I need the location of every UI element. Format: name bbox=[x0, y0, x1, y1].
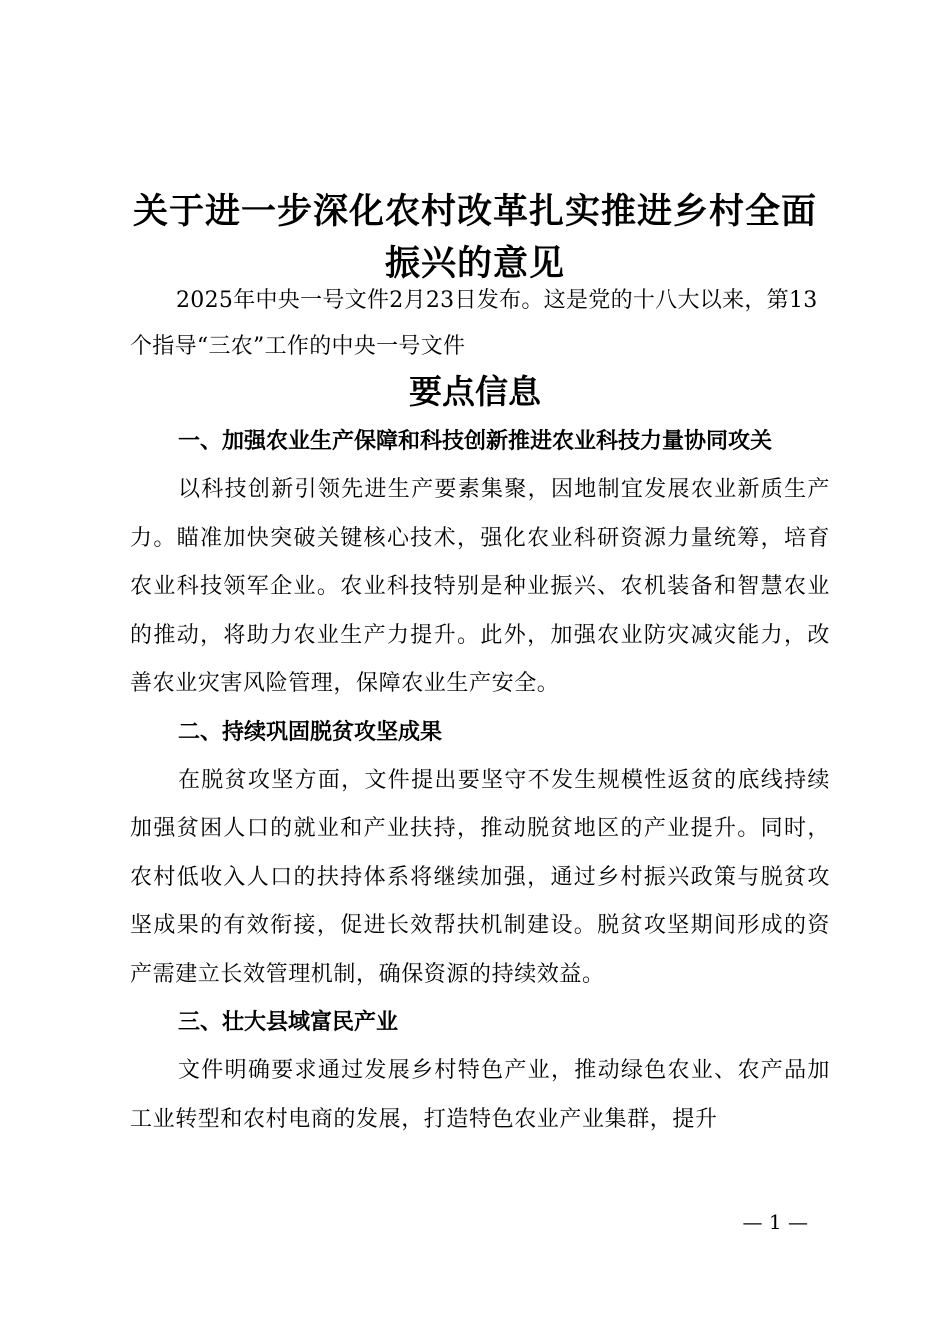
section-heading: 二、持续巩固脱贫攻坚成果 bbox=[178, 719, 443, 745]
section-body: 在脱贫攻坚方面，文件提出要坚守不发生规模性返贫的底线持续加强贫困人口的就业和产业扶持，推动脱贫地区的产业提升。同时，农村低收入人口的扶持体系将继续加强，通过乡村振兴政策与脱贫攻坚成果的有效衔接，促进长效帮扶机制建设。脱贫攻坚期间形成的资产需建立长效管理机制，确保资源的持续效益。 bbox=[130, 767, 830, 987]
document-title: 关于进一步深化农村改革扎实推进乡村全面振兴的意见 bbox=[132, 192, 817, 284]
key-points-heading: 要点信息 bbox=[409, 372, 541, 411]
intro-paragraph: 2025年中央一号文件2月23日发布。这是党的十八大以来，第13个指导“三农”工作的中央一号文件 bbox=[130, 288, 818, 359]
section-heading: 一、加强农业生产保障和科技创新推进农业科技力量协同攻关 bbox=[178, 429, 773, 454]
page-number: — 1 — bbox=[742, 1210, 808, 1234]
section-heading: 三、壮大县域富民产业 bbox=[178, 1010, 399, 1035]
section-body: 以科技创新引领先进生产要素集聚，因地制宜发展农业新质生产力。瞄准加快突破关键核心技术，强化农业科研资源力量统筹，培育农业科技领军企业。农业科技特别是种业振兴、农机装备和智慧农业的推动，将助力农业生产力提升。此外，加强农业防灾减灾能力，改善农业灾害风险管理，保障农业生产安全。 bbox=[130, 477, 830, 696]
section-body: 文件明确要求通过发展乡村特色产业，推动绿色农业、农产品加工业转型和农村电商的发展，打造特色农业产业集群，提升 bbox=[130, 1058, 830, 1132]
section-1 bbox=[130, 418, 830, 709]
section-2 bbox=[130, 709, 830, 1000]
sections-container bbox=[130, 418, 830, 1144]
section-3 bbox=[130, 999, 830, 1144]
